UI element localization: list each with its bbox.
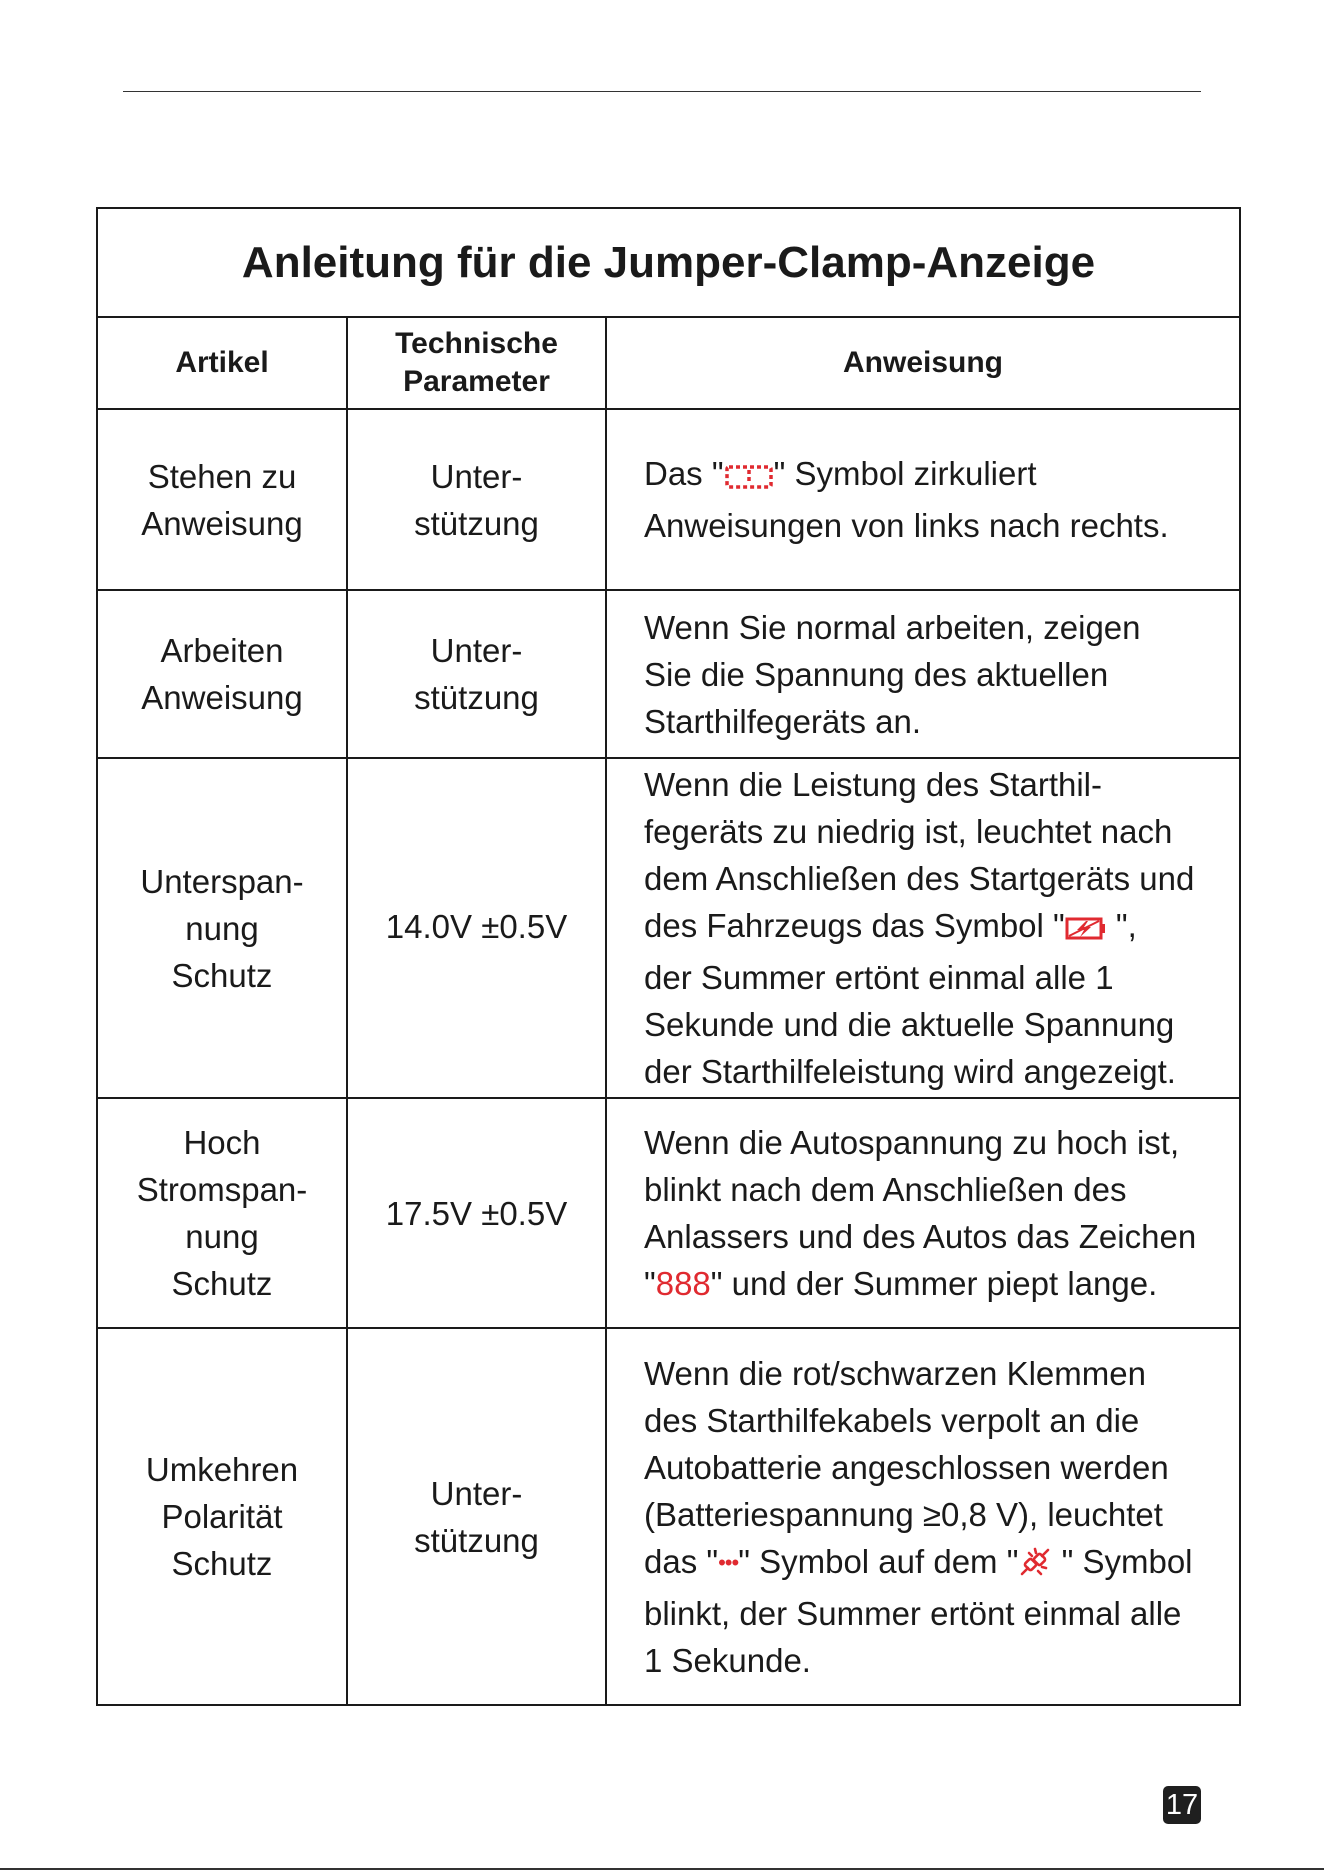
item-text: Schutz: [171, 956, 273, 994]
item-cell: [97, 590, 347, 758]
item-text: Arbeiten: [160, 632, 284, 669]
dashed-segments-icon: [724, 455, 774, 502]
item-text: Unterspan-: [140, 862, 304, 900]
item-cell: [97, 1328, 347, 1705]
item-text: Anweisung: [141, 679, 303, 716]
instruction-text: des Fahrzeugs das Symbol ": [644, 907, 1065, 944]
item-text: nung: [185, 1218, 259, 1255]
red-dots-symbol: •••: [718, 1549, 739, 1575]
instruction-text: ": [644, 1265, 656, 1302]
item-cell: [97, 1098, 347, 1328]
table-row: [97, 1098, 1240, 1328]
item-text: Umkehren: [145, 1451, 299, 1488]
instruction-cell: [606, 590, 1240, 758]
header-rule: [123, 91, 1201, 92]
instruction-line: Sekunde und die aktuelle Spannung: [644, 1006, 1175, 1043]
instruction-text: " Symbol zirkuliert: [773, 455, 1037, 492]
item-text: Stehen zu: [147, 457, 297, 495]
instruction-text: " Symbol: [1052, 1542, 1193, 1580]
instruction-cell: [606, 1098, 1240, 1328]
red-888-display: 888: [655, 1265, 711, 1302]
instruction-line: [644, 450, 1237, 502]
param-cell: [347, 590, 606, 758]
param-text: 14.0V ±0.5V: [385, 907, 568, 945]
instruction-line: 1 Sekunde.: [644, 1641, 811, 1679]
instruction-line: der Summer ertönt einmal alle 1: [644, 959, 1114, 996]
instruction-line: der Starthilfeleistung wird angezeigt.: [644, 1053, 1176, 1090]
instruction-text: Das ": [644, 455, 724, 492]
instruction-line: dem Anschließen des Startgeräts und: [644, 860, 1195, 897]
instruction-line: Wenn die rot/schwarzen Klemmen: [644, 1354, 1146, 1392]
instruction-line: [644, 1538, 1237, 1590]
table-header-row: [97, 317, 1240, 409]
table-title: Anleitung für die Jumper-Clamp-Anzeige: [97, 208, 1240, 317]
instruction-line: (Batteriespannung ≥0,8 V), leuchtet: [644, 1495, 1163, 1533]
instruction-line: blinkt nach dem Anschließen des: [644, 1171, 1127, 1208]
column-header-params-line2: Parameter: [403, 365, 550, 398]
param-text: Unter-: [430, 632, 523, 669]
instruction-line: [644, 1260, 1237, 1307]
param-text: Unter-: [430, 457, 523, 495]
battery-warning-icon: [1065, 907, 1107, 954]
column-header-instruction: Anweisung: [606, 317, 1240, 409]
item-text: nung: [185, 909, 259, 947]
table-row: [97, 1328, 1240, 1705]
param-cell: [347, 1328, 606, 1705]
item-text: Stromspan-: [136, 1171, 308, 1208]
param-text: stützung: [414, 1521, 539, 1559]
table-row: [97, 590, 1240, 758]
disconnected-plug-icon: [1018, 1543, 1052, 1590]
instruction-text: das ": [644, 1542, 719, 1580]
page-number: 17: [1163, 1786, 1201, 1824]
item-text: Schutz: [171, 1545, 273, 1582]
instruction-line: des Starthilfekabels verpolt an die: [644, 1401, 1140, 1439]
item-text: Polarität: [161, 1498, 283, 1535]
param-cell: [347, 1098, 606, 1328]
instruction-line: blinkt, der Summer ertönt einmal alle: [644, 1594, 1182, 1632]
param-text: stützung: [414, 504, 539, 542]
table-row: [97, 409, 1240, 590]
instruction-line: Starthilfegeräts an.: [644, 702, 921, 740]
instruction-text: " und der Summer piept lange.: [710, 1265, 1158, 1302]
column-header-params-line1: Technische: [395, 327, 558, 360]
instruction-line: Wenn die Autospannung zu hoch ist,: [644, 1124, 1180, 1161]
instruction-line: Anweisungen von links nach rechts.: [644, 507, 1169, 544]
instruction-line: Wenn die Leistung des Starthil-: [644, 766, 1102, 803]
item-text: Anweisung: [141, 504, 303, 542]
instruction-cell: [606, 758, 1240, 1098]
item-cell: [97, 758, 347, 1098]
param-cell: [347, 409, 606, 590]
param-text: Unter-: [430, 1474, 523, 1512]
item-cell: [97, 409, 347, 590]
column-header-item: Artikel: [97, 317, 347, 409]
instruction-cell: [606, 409, 1240, 590]
column-header-params: [347, 317, 606, 409]
item-text: Schutz: [171, 1265, 273, 1302]
jumper-clamp-guide-table: [96, 207, 1241, 1706]
instruction-text: " Symbol auf dem ": [738, 1542, 1019, 1580]
table-row: [97, 758, 1240, 1098]
param-cell: [347, 758, 606, 1098]
footer-rule: [0, 1868, 1324, 1870]
instruction-text: ",: [1106, 907, 1137, 944]
instruction-line: Autobatterie angeschlossen werden: [644, 1448, 1169, 1486]
instruction-line: Sie die Spannung des aktuellen: [644, 655, 1109, 693]
instruction-line: fegeräts zu niedrig ist, leuchtet nach: [644, 813, 1173, 850]
instruction-line: [644, 902, 1237, 954]
param-text: 17.5V ±0.5V: [385, 1194, 568, 1232]
instruction-line: Anlassers und des Autos das Zeichen: [644, 1218, 1197, 1255]
item-text: Hoch: [183, 1124, 261, 1161]
param-text: stützung: [414, 679, 539, 716]
instruction-cell: [606, 1328, 1240, 1705]
instruction-line: Wenn Sie normal arbeiten, zeigen: [644, 608, 1141, 646]
